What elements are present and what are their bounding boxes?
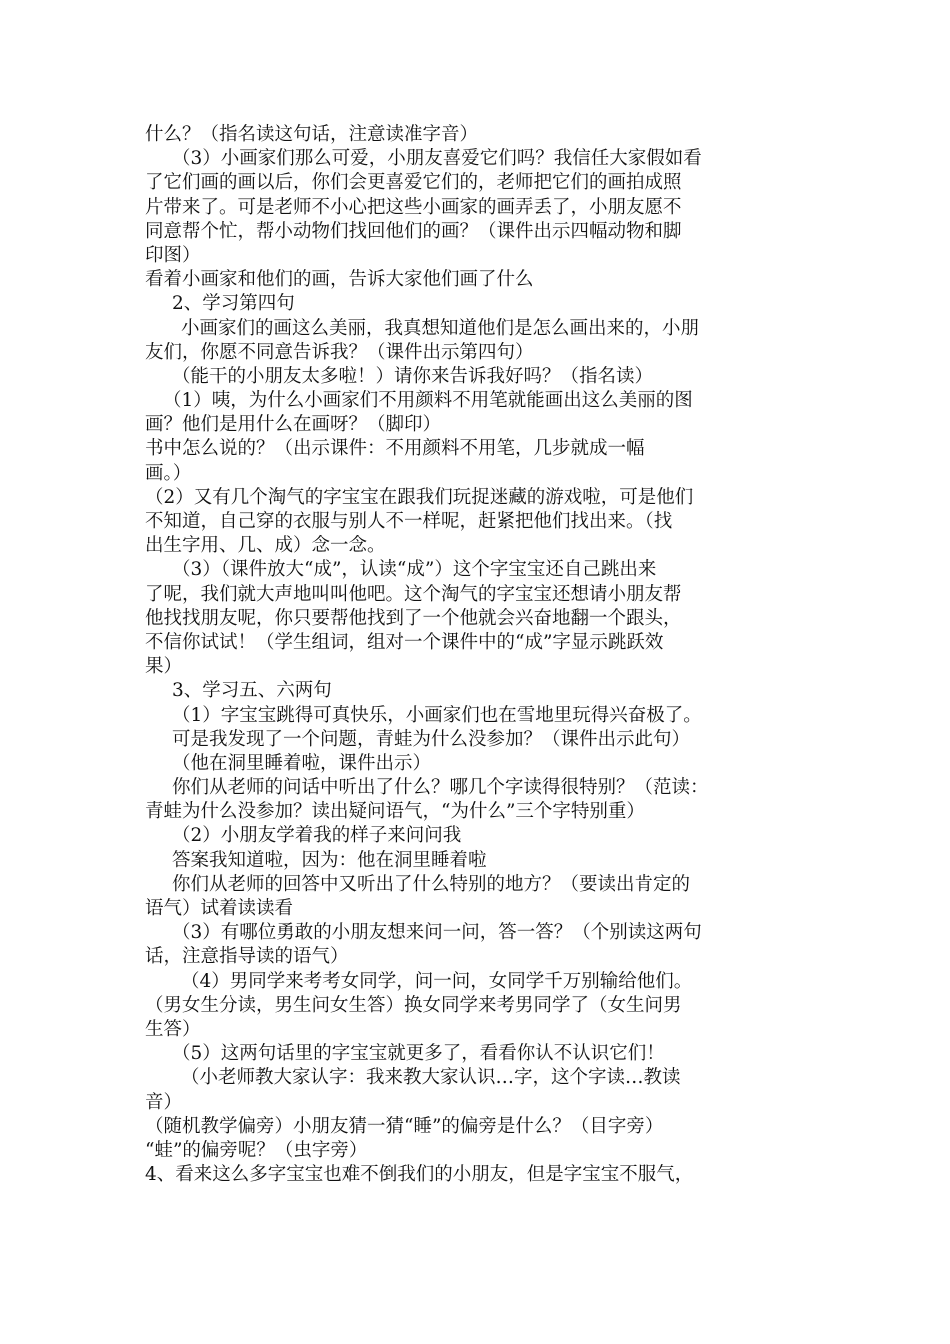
text-line: 出生字用、几、成）念一念。 [145,535,386,557]
text-line: 印图） [145,244,201,266]
text-line: 了它们画的画以后，你们会更喜爱它们的，老师把它们的画拍成照 [145,172,682,194]
text-line: “蛙”的偏旁呢？（虫字旁） [145,1139,368,1161]
text-line: （5）这两句话里的字宝宝就更多了，看看你认不认识它们！ [172,1043,665,1065]
text-line: 答案我知道啦，因为：他在洞里睡着啦 [172,849,487,871]
text-line: （1）咦，为什么小画家们不用颜料不用笔就能画出这么美丽的图 [163,390,693,412]
text-line: 生答） [145,1018,201,1040]
section-heading: 3、学习五、六两句 [172,680,332,702]
text-line: 可是我发现了一个问题，青蛙为什么没参加？（课件出示此句） [172,728,691,750]
text-line: （3）（课件放大“成”，认读“成”）这个字宝宝还自己跳出来 [172,559,657,581]
section-heading: 2、学习第四句 [172,293,295,315]
text-line: （小老师教大家认字：我来教大家认识…字，这个字读…教读 [181,1067,681,1089]
text-line: （2）又有几个淘气的字宝宝在跟我们玩捉迷藏的游戏啦，可是他们 [145,486,694,508]
text-line: （能干的小朋友太多啦！）请你来告诉我好吗？（指名读） [172,365,654,387]
text-line: 小画家们的画这么美丽，我真想知道他们是怎么画出来的，小朋 [181,317,700,339]
text-line: 片带来了。可是老师不小心把这些小画家的画弄丢了，小朋友愿不 [145,196,682,218]
text-line: 他找找朋友呢，你只要帮他找到了一个他就会兴奋地翻一个跟头， [145,607,682,629]
document-body [145,123,825,1187]
text-line: （1）字宝宝跳得可真快乐，小画家们也在雪地里玩得兴奋极了。 [172,704,702,726]
text-line: 不信你试试！（学生组词，组对一个课件中的“成”字显示跳跃效 [145,631,664,653]
text-line: （4）男同学来考考女同学，问一问，女同学千万别输给他们。 [181,970,693,992]
text-line: 4、看来这么多字宝宝也难不倒我们的小朋友，但是字宝宝不服气， [145,1164,694,1186]
text-line: 了呢，我们就大声地叫叫他吧。这个淘气的字宝宝还想请小朋友帮 [145,583,682,605]
text-line: 音） [145,1091,183,1113]
text-line: 什么？（指名读这句话，注意读准字音） [145,124,479,145]
text-line: 书中怎么说的？（出示课件：不用颜料不用笔，几步就成一幅 [145,438,645,460]
text-line: （随机教学偏旁）小朋友猜一猜“睡”的偏旁是什么？（目字旁） [145,1115,664,1137]
text-line: 你们从老师的问话中听出了什么？哪几个字读得很特别？（范读： [172,777,709,799]
text-line: 友们，你愿不同意告诉我？（课件出示第四句） [145,341,534,363]
text-line: 不知道，自己穿的衣服与别人不一样呢，赶紧把他们找出来。（找 [145,511,673,532]
text-line: 同意帮个忙，帮小动物们找回他们的画？（课件出示四幅动物和脚 [145,220,682,242]
text-line: 画。） [145,462,192,484]
text-line: 画？他们是用什么在画呀？（脚印） [145,414,442,436]
text-line: （3）有哪位勇敢的小朋友想来问一问，答一答？（个别读这两句 [172,922,702,944]
text-line: 话，注意指导读的语气） [145,946,349,968]
text-line: （2）小朋友学着我的样子来问问我 [172,825,462,847]
text-line: （男女生分读，男生问女生答）换女同学来考男同学了（女生问男 [145,994,682,1016]
text-line: 看着小画家和他们的画，告诉大家他们画了什么 [145,269,534,291]
text-line: 果） [145,656,183,678]
text-line: （他在洞里睡着啦，课件出示） [172,752,432,774]
text-line: 青蛙为什么没参加？读出疑问语气，“为什么”三个字特别重） [145,801,645,823]
text-line: （3）小画家们那么可爱，小朋友喜爱它们吗？我信任大家假如看 [172,148,702,170]
text-line: 语气）试着读读看 [145,898,294,919]
text-line: 你们从老师的回答中又听出了什么特别的地方？（要读出肯定的 [172,873,691,895]
